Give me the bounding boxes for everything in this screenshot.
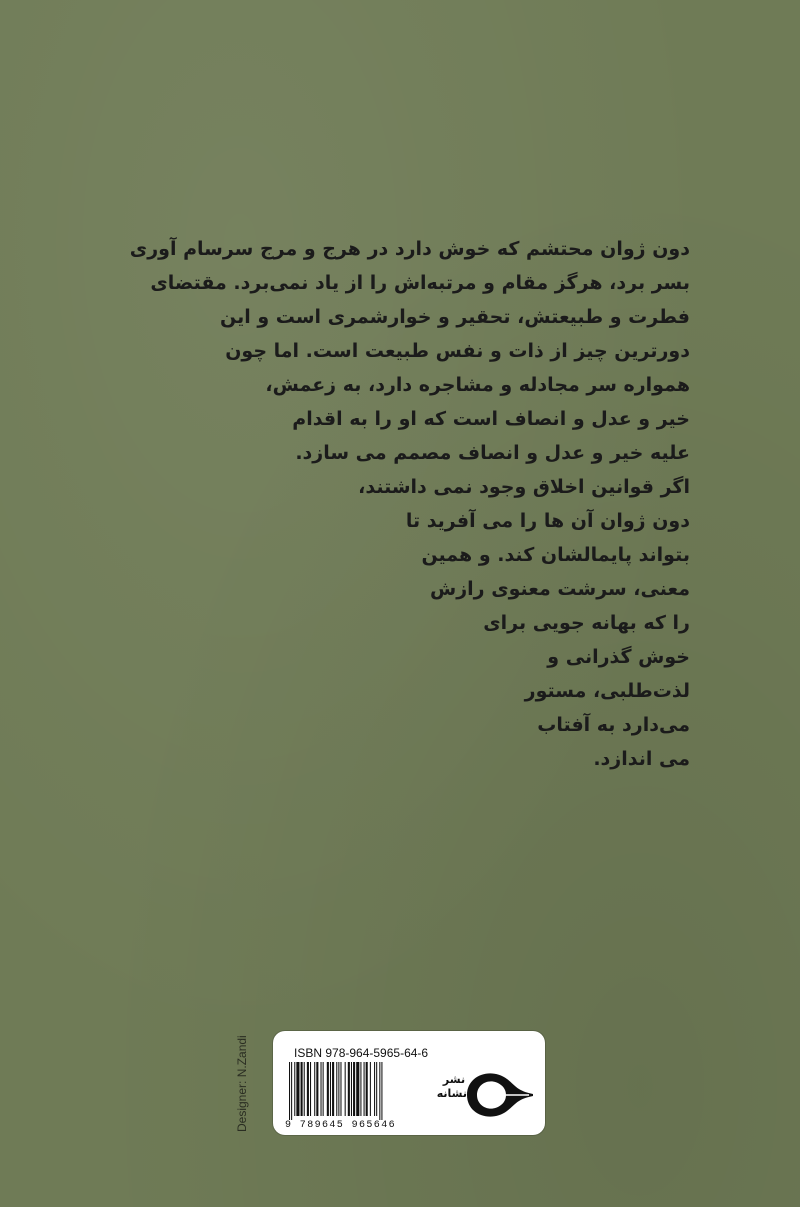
barcode-digits: 9 789645 965646 (285, 1120, 397, 1131)
publisher-logo (433, 1061, 537, 1129)
designer-credit: Designer: N.Zandi (235, 1035, 249, 1132)
blurb-line: می‌دارد به آفتاب (537, 714, 690, 736)
barcode-bar (307, 1062, 309, 1116)
barcode-bar (360, 1062, 361, 1116)
blurb-line: خوش گذرانی و (547, 646, 690, 668)
blurb-line: دون ژوان محتشم که خوش دارد در هرج و مرج سرسام آوری (130, 238, 690, 260)
barcode-bar (381, 1062, 382, 1120)
barcode-bar (301, 1062, 303, 1116)
blurb-line: دورترین چیز از ذات و نفس طبیعت است. اما چون (225, 340, 690, 362)
barcode-bar (289, 1062, 290, 1120)
barcode-bar (340, 1062, 341, 1116)
barcode-bar (351, 1062, 352, 1116)
barcode-bar (310, 1062, 311, 1116)
blurb-line: فطرت و طبیعتش، تحقیر و خوارشمری است و این (219, 306, 690, 328)
barcode-bar (376, 1062, 377, 1116)
barcode-bar (336, 1062, 337, 1116)
barcode-bar (366, 1062, 368, 1116)
barcode-bar (345, 1062, 346, 1116)
barcode-bar (327, 1062, 329, 1116)
blurb-line: خیر و عدل و انصاف است که او را به اقدام (292, 408, 690, 430)
barcode-bar (330, 1062, 331, 1116)
blurb-line: دون ژوان آن ها را می آفرید تا (405, 510, 690, 532)
blurb-line: بسر برد، هرگز مقام و مرتبه‌اش را از یاد نمی‌برد. مقتضای (150, 272, 690, 294)
barcode-bar (314, 1062, 315, 1116)
barcode-bar (316, 1062, 318, 1116)
isbn-number: ISBN 978-964-5965-64-6 (294, 1046, 429, 1060)
blurb-text (130, 232, 690, 776)
barcode-bar (296, 1062, 299, 1116)
publisher-line2: نشانه (436, 1087, 467, 1100)
blurb-line: علیه خیر و عدل و انصاف مصمم می سازد. (295, 442, 690, 464)
barcode-bar (364, 1062, 365, 1116)
blurb-line: همواره سر مجادله و مشاجره دارد، به زعمش، (265, 374, 690, 396)
barcode-bar (356, 1062, 359, 1116)
barcode (285, 1062, 435, 1120)
publisher-line1: نشر (442, 1073, 466, 1086)
barcode-bar (294, 1062, 295, 1116)
barcode-bar (291, 1062, 292, 1120)
barcode-bar (332, 1062, 334, 1116)
blurb-line: می اندازد. (593, 748, 690, 770)
isbn-label (273, 1031, 545, 1135)
barcode-bar (348, 1062, 350, 1116)
barcode-bar (374, 1062, 375, 1116)
barcode-bar (304, 1062, 305, 1116)
barcode-bar (353, 1062, 355, 1116)
barcode-bar (338, 1062, 339, 1116)
barcode-bar (370, 1062, 371, 1116)
blurb-line: را که بهانه جویی برای (483, 612, 690, 634)
barcode-bar (323, 1062, 324, 1116)
blurb-line: معنی، سرشت معنوی رازش (429, 578, 690, 600)
publisher-name (436, 1073, 467, 1101)
barcode-bar (321, 1062, 322, 1116)
blurb-line: اگر قوانین اخلاق وجود نمی داشتند، (358, 476, 690, 498)
blurb-line: بتواند پایمالشان کند. و همین (421, 544, 690, 566)
blurb-line: لذت‌طلبی، مستور (524, 680, 690, 702)
barcode-bar (379, 1062, 380, 1120)
